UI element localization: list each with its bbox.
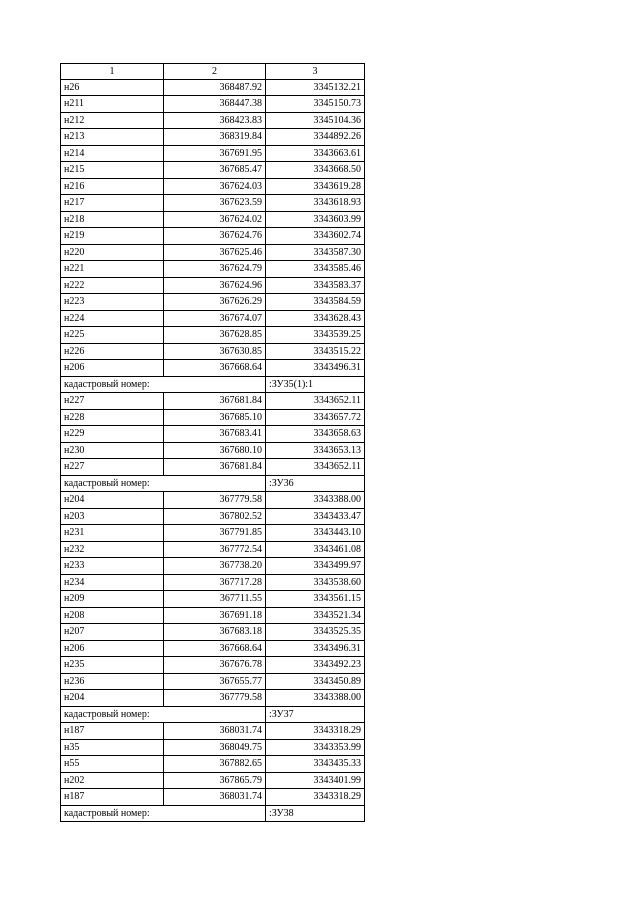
point-id-cell: н234 bbox=[60, 575, 163, 591]
table-row bbox=[60, 789, 365, 806]
x-coordinate-cell: 368319.84 bbox=[163, 129, 265, 145]
y-coordinate-cell: 3343652.11 bbox=[265, 459, 365, 475]
x-coordinate-cell: 367680.10 bbox=[163, 443, 265, 459]
point-id-cell: н235 bbox=[60, 657, 163, 673]
y-coordinate-cell: 3343499.97 bbox=[265, 558, 365, 574]
table-row bbox=[60, 129, 365, 146]
table-header-row bbox=[60, 63, 365, 80]
x-coordinate-cell: 367717.28 bbox=[163, 575, 265, 591]
table-row bbox=[60, 261, 365, 278]
table-row bbox=[60, 311, 365, 328]
point-id-cell: н227 bbox=[60, 459, 163, 475]
point-id-cell: н204 bbox=[60, 690, 163, 706]
y-coordinate-cell: 3343587.30 bbox=[265, 245, 365, 261]
point-id-cell: н233 bbox=[60, 558, 163, 574]
point-id-cell: н209 bbox=[60, 591, 163, 607]
section-row bbox=[60, 707, 365, 724]
x-coordinate-cell: 367738.20 bbox=[163, 558, 265, 574]
y-coordinate-cell: 3343539.25 bbox=[265, 327, 365, 343]
point-id-cell: н231 bbox=[60, 525, 163, 541]
point-id-cell: н230 bbox=[60, 443, 163, 459]
table-row bbox=[60, 344, 365, 361]
x-coordinate-cell: 367681.84 bbox=[163, 459, 265, 475]
table-row bbox=[60, 690, 365, 707]
table-row bbox=[60, 410, 365, 427]
y-coordinate-cell: 3343318.29 bbox=[265, 723, 365, 739]
x-coordinate-cell: 367779.58 bbox=[163, 690, 265, 706]
table-row bbox=[60, 80, 365, 97]
y-coordinate-cell: 3343461.08 bbox=[265, 542, 365, 558]
x-coordinate-cell: 367685.47 bbox=[163, 162, 265, 178]
y-coordinate-cell: 3343602.74 bbox=[265, 228, 365, 244]
cadastral-number: :ЗУ37 bbox=[265, 707, 365, 723]
y-coordinate-cell: 3343668.50 bbox=[265, 162, 365, 178]
x-coordinate-cell: 367691.18 bbox=[163, 608, 265, 624]
table-row bbox=[60, 608, 365, 625]
table-row bbox=[60, 113, 365, 130]
point-id-cell: н187 bbox=[60, 789, 163, 805]
table-row bbox=[60, 443, 365, 460]
table-row bbox=[60, 674, 365, 691]
point-id-cell: н212 bbox=[60, 113, 163, 129]
point-id-cell: н224 bbox=[60, 311, 163, 327]
point-id-cell: н55 bbox=[60, 756, 163, 772]
point-id-cell: н208 bbox=[60, 608, 163, 624]
x-coordinate-cell: 367683.41 bbox=[163, 426, 265, 442]
x-coordinate-cell: 367623.59 bbox=[163, 195, 265, 211]
table-row bbox=[60, 542, 365, 559]
x-coordinate-cell: 367779.58 bbox=[163, 492, 265, 508]
table-row bbox=[60, 195, 365, 212]
y-coordinate-cell: 3343443.10 bbox=[265, 525, 365, 541]
table-row bbox=[60, 212, 365, 229]
point-id-cell: н225 bbox=[60, 327, 163, 343]
table-row bbox=[60, 179, 365, 196]
x-coordinate-cell: 367711.55 bbox=[163, 591, 265, 607]
section-label: кадастровый номер: bbox=[60, 806, 265, 822]
x-coordinate-cell: 367882.65 bbox=[163, 756, 265, 772]
point-id-cell: н26 bbox=[60, 80, 163, 96]
x-coordinate-cell: 367624.02 bbox=[163, 212, 265, 228]
table-row bbox=[60, 492, 365, 509]
y-coordinate-cell: 3343401.99 bbox=[265, 773, 365, 789]
y-coordinate-cell: 3343658.63 bbox=[265, 426, 365, 442]
table-row bbox=[60, 228, 365, 245]
x-coordinate-cell: 368031.74 bbox=[163, 789, 265, 805]
table-row bbox=[60, 146, 365, 163]
x-coordinate-cell: 368487.92 bbox=[163, 80, 265, 96]
x-coordinate-cell: 367624.79 bbox=[163, 261, 265, 277]
y-coordinate-cell: 3343433.47 bbox=[265, 509, 365, 525]
point-id-cell: н227 bbox=[60, 393, 163, 409]
x-coordinate-cell: 367674.07 bbox=[163, 311, 265, 327]
y-coordinate-cell: 3343657.72 bbox=[265, 410, 365, 426]
x-coordinate-cell: 367668.64 bbox=[163, 641, 265, 657]
point-id-cell: н35 bbox=[60, 740, 163, 756]
table-row bbox=[60, 641, 365, 658]
y-coordinate-cell: 3343388.00 bbox=[265, 690, 365, 706]
x-coordinate-cell: 367683.18 bbox=[163, 624, 265, 640]
section-label: кадастровый номер: bbox=[60, 707, 265, 723]
table-row bbox=[60, 278, 365, 295]
x-coordinate-cell: 367624.76 bbox=[163, 228, 265, 244]
y-coordinate-cell: 3343515.22 bbox=[265, 344, 365, 360]
section-label: кадастровый номер: bbox=[60, 476, 265, 492]
section-label: кадастровый номер: bbox=[60, 377, 265, 393]
x-coordinate-cell: 367791.85 bbox=[163, 525, 265, 541]
section-row bbox=[60, 377, 365, 394]
coordinates-table bbox=[60, 63, 365, 822]
point-id-cell: н216 bbox=[60, 179, 163, 195]
table-row bbox=[60, 591, 365, 608]
y-coordinate-cell: 3345132.21 bbox=[265, 80, 365, 96]
point-id-cell: н203 bbox=[60, 509, 163, 525]
point-id-cell: н226 bbox=[60, 344, 163, 360]
x-coordinate-cell: 367630.85 bbox=[163, 344, 265, 360]
y-coordinate-cell: 3343450.89 bbox=[265, 674, 365, 690]
point-id-cell: н215 bbox=[60, 162, 163, 178]
point-id-cell: н187 bbox=[60, 723, 163, 739]
column-header-x: 2 bbox=[163, 64, 265, 79]
x-coordinate-cell: 367628.85 bbox=[163, 327, 265, 343]
y-coordinate-cell: 3344892.26 bbox=[265, 129, 365, 145]
point-id-cell: н219 bbox=[60, 228, 163, 244]
point-id-cell: н206 bbox=[60, 641, 163, 657]
y-coordinate-cell: 3343652.11 bbox=[265, 393, 365, 409]
y-coordinate-cell: 3343653.13 bbox=[265, 443, 365, 459]
point-id-cell: н213 bbox=[60, 129, 163, 145]
cadastral-number: :ЗУ35(1):1 bbox=[265, 377, 365, 393]
table-row bbox=[60, 624, 365, 641]
y-coordinate-cell: 3343618.93 bbox=[265, 195, 365, 211]
table-row bbox=[60, 162, 365, 179]
y-coordinate-cell: 3343496.31 bbox=[265, 360, 365, 376]
y-coordinate-cell: 3343583.37 bbox=[265, 278, 365, 294]
table-row bbox=[60, 426, 365, 443]
table-body bbox=[60, 80, 365, 823]
y-coordinate-cell: 3345150.73 bbox=[265, 96, 365, 112]
point-id-cell: н217 bbox=[60, 195, 163, 211]
y-coordinate-cell: 3343584.59 bbox=[265, 294, 365, 310]
point-id-cell: н221 bbox=[60, 261, 163, 277]
x-coordinate-cell: 367624.03 bbox=[163, 179, 265, 195]
y-coordinate-cell: 3343619.28 bbox=[265, 179, 365, 195]
point-id-cell: н223 bbox=[60, 294, 163, 310]
table-row bbox=[60, 393, 365, 410]
x-coordinate-cell: 367626.29 bbox=[163, 294, 265, 310]
table-row bbox=[60, 558, 365, 575]
table-row bbox=[60, 723, 365, 740]
x-coordinate-cell: 367681.84 bbox=[163, 393, 265, 409]
point-id-cell: н204 bbox=[60, 492, 163, 508]
y-coordinate-cell: 3343525.35 bbox=[265, 624, 365, 640]
x-coordinate-cell: 368031.74 bbox=[163, 723, 265, 739]
table-row bbox=[60, 294, 365, 311]
table-row bbox=[60, 756, 365, 773]
point-id-cell: н218 bbox=[60, 212, 163, 228]
point-id-cell: н232 bbox=[60, 542, 163, 558]
column-header-y: 3 bbox=[265, 64, 365, 79]
y-coordinate-cell: 3343603.99 bbox=[265, 212, 365, 228]
x-coordinate-cell: 367772.54 bbox=[163, 542, 265, 558]
y-coordinate-cell: 3343585.46 bbox=[265, 261, 365, 277]
table-row bbox=[60, 525, 365, 542]
point-id-cell: н229 bbox=[60, 426, 163, 442]
x-coordinate-cell: 367685.10 bbox=[163, 410, 265, 426]
point-id-cell: н202 bbox=[60, 773, 163, 789]
point-id-cell: н206 bbox=[60, 360, 163, 376]
x-coordinate-cell: 367865.79 bbox=[163, 773, 265, 789]
x-coordinate-cell: 368447.38 bbox=[163, 96, 265, 112]
x-coordinate-cell: 367625.46 bbox=[163, 245, 265, 261]
y-coordinate-cell: 3343561.15 bbox=[265, 591, 365, 607]
table-row bbox=[60, 657, 365, 674]
point-id-cell: н220 bbox=[60, 245, 163, 261]
table-row bbox=[60, 245, 365, 262]
x-coordinate-cell: 367668.64 bbox=[163, 360, 265, 376]
section-row bbox=[60, 476, 365, 493]
y-coordinate-cell: 3343492.23 bbox=[265, 657, 365, 673]
y-coordinate-cell: 3343663.61 bbox=[265, 146, 365, 162]
y-coordinate-cell: 3343628.43 bbox=[265, 311, 365, 327]
table-row bbox=[60, 96, 365, 113]
x-coordinate-cell: 367802.52 bbox=[163, 509, 265, 525]
column-header-point: 1 bbox=[60, 64, 163, 79]
cadastral-number: :ЗУ36 bbox=[265, 476, 365, 492]
table-row bbox=[60, 575, 365, 592]
table-row bbox=[60, 459, 365, 476]
table-row bbox=[60, 740, 365, 757]
x-coordinate-cell: 367691.95 bbox=[163, 146, 265, 162]
point-id-cell: н207 bbox=[60, 624, 163, 640]
y-coordinate-cell: 3345104.36 bbox=[265, 113, 365, 129]
point-id-cell: н236 bbox=[60, 674, 163, 690]
table-row bbox=[60, 327, 365, 344]
y-coordinate-cell: 3343538.60 bbox=[265, 575, 365, 591]
x-coordinate-cell: 367676.78 bbox=[163, 657, 265, 673]
x-coordinate-cell: 367655.77 bbox=[163, 674, 265, 690]
x-coordinate-cell: 368049.75 bbox=[163, 740, 265, 756]
table-row bbox=[60, 773, 365, 790]
y-coordinate-cell: 3343353.99 bbox=[265, 740, 365, 756]
y-coordinate-cell: 3343496.31 bbox=[265, 641, 365, 657]
section-row bbox=[60, 806, 365, 823]
cadastral-number: :ЗУ38 bbox=[265, 806, 365, 822]
y-coordinate-cell: 3343435.33 bbox=[265, 756, 365, 772]
point-id-cell: н228 bbox=[60, 410, 163, 426]
y-coordinate-cell: 3343521.34 bbox=[265, 608, 365, 624]
y-coordinate-cell: 3343388.00 bbox=[265, 492, 365, 508]
x-coordinate-cell: 367624.96 bbox=[163, 278, 265, 294]
point-id-cell: н222 bbox=[60, 278, 163, 294]
point-id-cell: н214 bbox=[60, 146, 163, 162]
point-id-cell: н211 bbox=[60, 96, 163, 112]
table-row bbox=[60, 509, 365, 526]
x-coordinate-cell: 368423.83 bbox=[163, 113, 265, 129]
table-row bbox=[60, 360, 365, 377]
y-coordinate-cell: 3343318.29 bbox=[265, 789, 365, 805]
